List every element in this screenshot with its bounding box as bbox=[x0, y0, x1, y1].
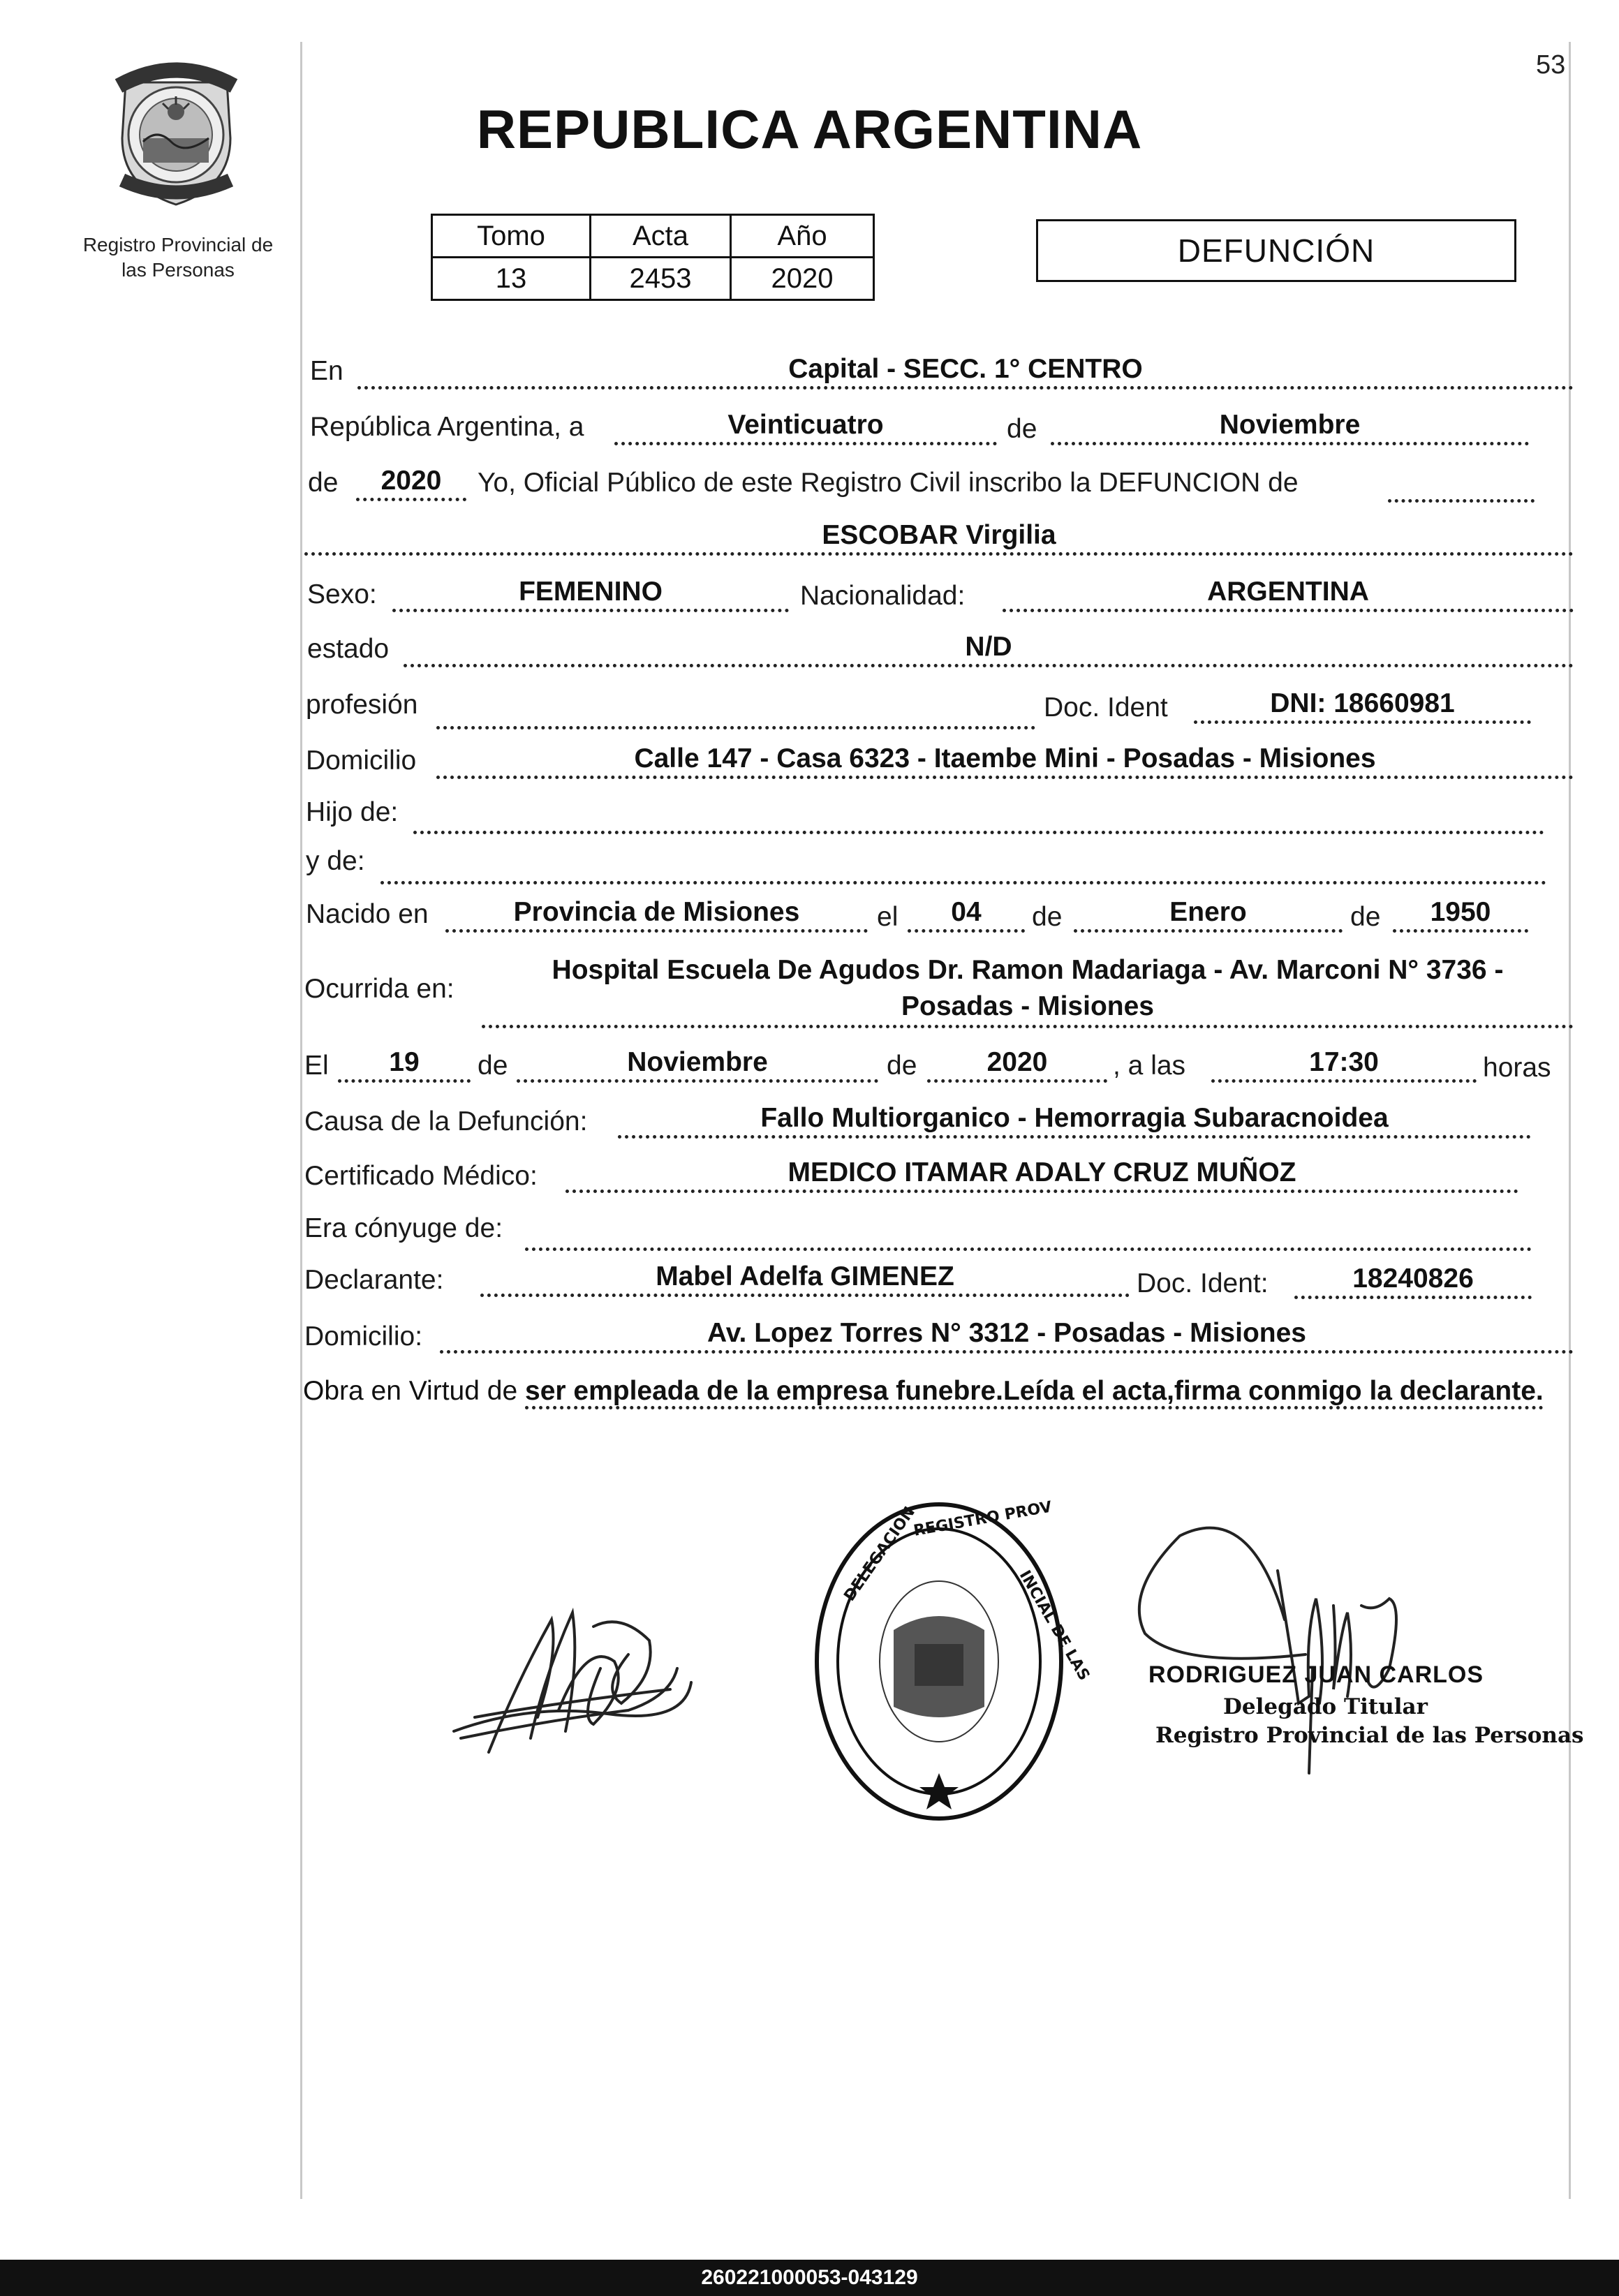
acta-value: 2453 bbox=[591, 258, 731, 300]
official-role: Delegado Titular bbox=[1223, 1694, 1428, 1719]
left-margin-line bbox=[300, 42, 302, 2199]
label-y-de: y de: bbox=[306, 846, 365, 876]
profesion-dotted-line bbox=[436, 726, 1035, 729]
value-lugar: Capital - SECC. 1° CENTRO bbox=[357, 354, 1574, 390]
value-muerte-hora: 17:30 bbox=[1211, 1047, 1477, 1083]
y-de-dotted-line bbox=[380, 881, 1546, 884]
tomo-header: Tomo bbox=[432, 215, 591, 258]
value-muerte-dia: 19 bbox=[338, 1047, 471, 1083]
page-title: REPUBLICA ARGENTINA bbox=[476, 98, 1143, 160]
label-doc-ident: Doc. Ident bbox=[1044, 692, 1168, 723]
value-sexo: FEMENINO bbox=[392, 577, 789, 612]
label-sexo: Sexo: bbox=[307, 579, 377, 609]
ano-value: 2020 bbox=[731, 258, 874, 300]
label-ocurrida-en: Ocurrida en: bbox=[304, 974, 454, 1004]
label-doc-ident2: Doc. Ident: bbox=[1137, 1268, 1269, 1298]
label-de-2: de bbox=[308, 468, 339, 498]
value-nacido-dia: 04 bbox=[908, 897, 1025, 933]
label-estado: estado bbox=[307, 634, 390, 664]
dotted-line bbox=[1388, 499, 1535, 503]
value-obra: ser empleada de la empresa funebre.Leída el acta,firma conmigo la declarante. bbox=[525, 1376, 1544, 1409]
ano-header: Año bbox=[731, 215, 874, 258]
value-nacido-anio: 1950 bbox=[1393, 897, 1528, 933]
value-muerte-mes: Noviembre bbox=[517, 1047, 878, 1083]
value-ocurrida-line1: Hospital Escuela De Agudos Dr. Ramon Madariaga - Av. Marconi N° 3736 - bbox=[552, 955, 1504, 985]
label-el-cap: El bbox=[304, 1051, 329, 1081]
svg-text:DELEGACION: DELEGACION bbox=[841, 1503, 919, 1605]
label-hijo-de: Hijo de: bbox=[306, 797, 399, 827]
registry-caption-line2: las Personas bbox=[121, 259, 235, 281]
value-certificado: MEDICO ITAMAR ADALY CRUZ MUÑOZ bbox=[565, 1157, 1518, 1193]
label-causa: Causa de la Defunción: bbox=[304, 1106, 588, 1136]
label-obra: Obra en Virtud de bbox=[303, 1376, 518, 1406]
registry-caption-line1: Registro Provincial de bbox=[82, 234, 274, 255]
value-nacionalidad: ARGENTINA bbox=[1003, 577, 1574, 612]
official-seal bbox=[810, 1497, 1093, 1825]
value-declarante-domicilio: Av. Lopez Torres N° 3312 - Posadas - Misiones bbox=[440, 1318, 1574, 1354]
label-de-6: de bbox=[887, 1051, 917, 1081]
label-conyuge: Era cónyuge de: bbox=[304, 1213, 503, 1243]
label-de-5: de bbox=[478, 1051, 508, 1081]
label-a-las: , a las bbox=[1113, 1051, 1186, 1081]
declarant-signature bbox=[447, 1599, 698, 1759]
label-el: el bbox=[877, 902, 899, 932]
value-nacido-mes: Enero bbox=[1074, 897, 1343, 933]
record-type-box: DEFUNCIÓN bbox=[1036, 219, 1516, 282]
label-profesion: profesión bbox=[306, 690, 418, 720]
official-org: Registro Provincial de las Personas bbox=[1155, 1723, 1584, 1748]
conyuge-dotted-line bbox=[525, 1247, 1532, 1251]
value-domicilio: Calle 147 - Casa 6323 - Itaembe Mini - Posadas - Misiones bbox=[436, 743, 1574, 779]
value-ocurrida-line2: Posadas - Misiones bbox=[901, 991, 1154, 1021]
value-causa: Fallo Multiorganico - Hemorragia Subaracnoidea bbox=[618, 1103, 1531, 1139]
label-nacionalidad: Nacionalidad: bbox=[800, 581, 966, 611]
label-de-3: de bbox=[1032, 902, 1063, 932]
footer-code: 260221000053-043129 bbox=[0, 2260, 1619, 2296]
acta-header: Acta bbox=[591, 215, 731, 258]
label-de-4: de bbox=[1350, 902, 1381, 932]
value-dia-texto: Veinticuatro bbox=[614, 410, 997, 445]
value-declarante-doc: 18240826 bbox=[1294, 1264, 1532, 1299]
page-number: 53 bbox=[1536, 50, 1566, 80]
value-mes-texto: Noviembre bbox=[1051, 410, 1529, 445]
label-republica: República Argentina, a bbox=[310, 412, 584, 442]
tomo-value: 13 bbox=[432, 258, 591, 300]
value-documento: DNI: 18660981 bbox=[1194, 688, 1531, 724]
label-yo: Yo, Oficial Público de este Registro Civil inscribo la DEFUNCION de bbox=[478, 468, 1299, 498]
svg-text:INCIAL DE LAS: INCIAL DE LAS bbox=[1015, 1567, 1093, 1684]
hijo-de-dotted-line bbox=[413, 831, 1544, 834]
label-domicilio2: Domicilio: bbox=[304, 1321, 423, 1351]
obra-paragraph bbox=[303, 1373, 1567, 1409]
value-muerte-anio: 2020 bbox=[927, 1047, 1107, 1083]
label-declarante: Declarante: bbox=[304, 1265, 444, 1295]
label-de-1: de bbox=[1007, 414, 1037, 444]
label-certificado: Certificado Médico: bbox=[304, 1161, 538, 1191]
value-declarante: Mabel Adelfa GIMENEZ bbox=[480, 1261, 1130, 1297]
label-en: En bbox=[310, 356, 343, 386]
official-name: RODRIGUEZ JUAN CARLOS bbox=[1148, 1661, 1484, 1688]
label-nacido-en: Nacido en bbox=[306, 899, 429, 929]
value-ocurrida bbox=[482, 952, 1574, 1028]
value-nacido-lugar: Provincia de Misiones bbox=[445, 897, 868, 933]
record-table bbox=[431, 214, 875, 301]
label-domicilio: Domicilio bbox=[306, 746, 417, 776]
value-fallecido: ESCOBAR Virgilia bbox=[304, 520, 1574, 556]
svg-text:REGISTRO PROV: REGISTRO PROV bbox=[912, 1498, 1054, 1540]
registry-caption bbox=[66, 232, 290, 283]
value-anio: 2020 bbox=[356, 466, 466, 501]
label-horas: horas bbox=[1483, 1053, 1551, 1083]
value-estado: N/D bbox=[404, 632, 1574, 667]
